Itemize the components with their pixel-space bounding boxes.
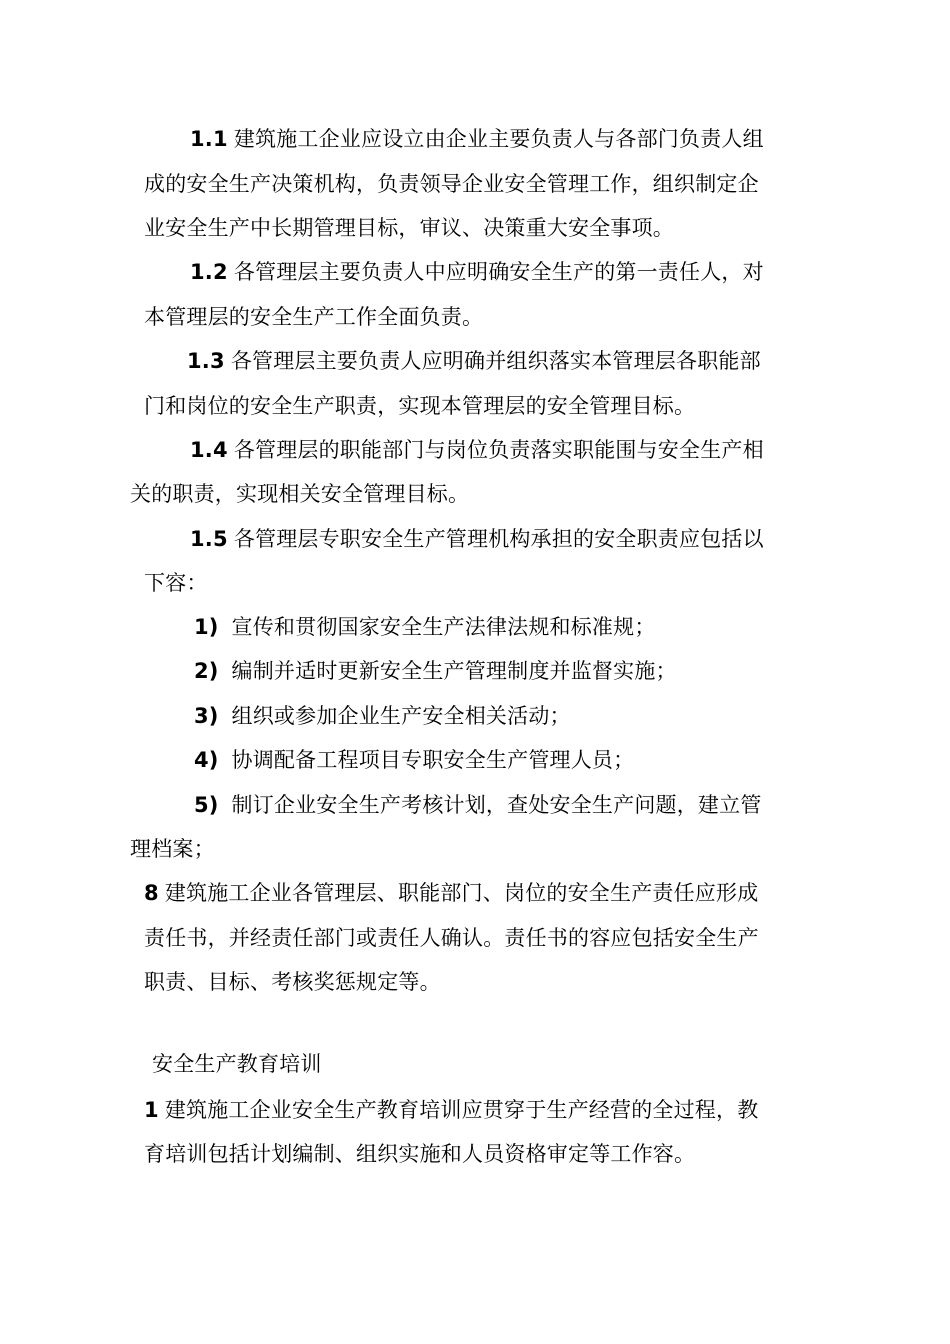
para-text: 各管理层专职安全生产管理机构承担的安全职责应包括以 [233,527,764,551]
item-number: 4) [194,748,219,772]
para-1-4-line-1 [190,435,764,465]
item-text: 宣传和贯彻国家安全生产法律法规和标准规； [231,615,656,639]
para-number: 1.4 [190,438,228,462]
item-number: 1) [194,615,219,639]
para-8-line-2: 责任书，并经责任部门或责任人确认。责任书的容应包括安全生产 [144,926,759,950]
list-item [194,612,656,642]
para-1-2-line-1 [190,257,764,287]
para-1-3-line-2: 门和岗位的安全生产职责，实现本管理层的安全管理目标。 [144,394,696,418]
para-1-1-line-3: 业安全生产中长期管理目标，审议、决策重大安全事项。 [144,216,674,240]
para-8-line-1 [144,878,758,908]
item-number: 5) [194,793,219,817]
list-item [194,656,677,686]
para-number: 1.3 [187,349,225,373]
para-number: 1.1 [190,127,228,151]
para-1-5-line-2: 下容： [144,571,208,595]
para-number: 1.5 [190,527,228,551]
section-para-1-line-1 [144,1095,758,1125]
para-1-2-line-2: 本管理层的安全生产工作全面负责。 [144,305,484,329]
list-item-continuation: 理档案； [130,837,215,861]
list-item [194,701,571,731]
para-text: 各管理层主要负责人中应明确安全生产的第一责任人，对 [233,260,764,284]
item-number: 2) [194,659,219,683]
section-title: 安全生产教育培训 [152,1052,322,1076]
para-1-5-line-1 [190,524,764,554]
list-item [194,790,762,820]
para-text: 建筑施工企业各管理层、职能部门、岗位的安全生产责任应形成 [164,881,759,905]
para-text: 各管理层主要负责人应明确并组织落实本管理层各职能部 [230,349,761,373]
item-text: 编制并适时更新安全生产管理制度并监督实施； [231,659,677,683]
para-text: 各管理层的职能部门与岗位负责落实职能围与安全生产相 [233,438,764,462]
item-text: 组织或参加企业生产安全相关活动； [231,704,571,728]
section-para-1-line-2: 育培训包括计划编制、组织实施和人员资格审定等工作容。 [144,1142,696,1166]
item-text: 协调配备工程项目专职安全生产管理人员； [231,748,635,772]
para-number: 1.2 [190,260,228,284]
para-number: 8 [144,881,159,905]
item-number: 3) [194,704,219,728]
para-8-line-3: 职责、目标、考核奖惩规定等。 [144,970,441,994]
para-1-1-line-2: 成的安全生产决策机构，负责领导企业安全管理工作，组织制定企 [144,172,759,196]
para-1-4-line-2: 关的职责，实现相关安全管理目标。 [130,482,470,506]
para-1-1-line-1 [190,124,764,154]
item-text: 制订企业安全生产考核计划，查处安全生产问题，建立管 [231,793,762,817]
para-number: 1 [144,1098,159,1122]
para-1-3-line-1 [187,346,761,376]
para-text: 建筑施工企业应设立由企业主要负责人与各部门负责人组 [233,127,764,151]
para-text: 建筑施工企业安全生产教育培训应贯穿于生产经营的全过程，教 [164,1098,759,1122]
list-item [194,745,634,775]
